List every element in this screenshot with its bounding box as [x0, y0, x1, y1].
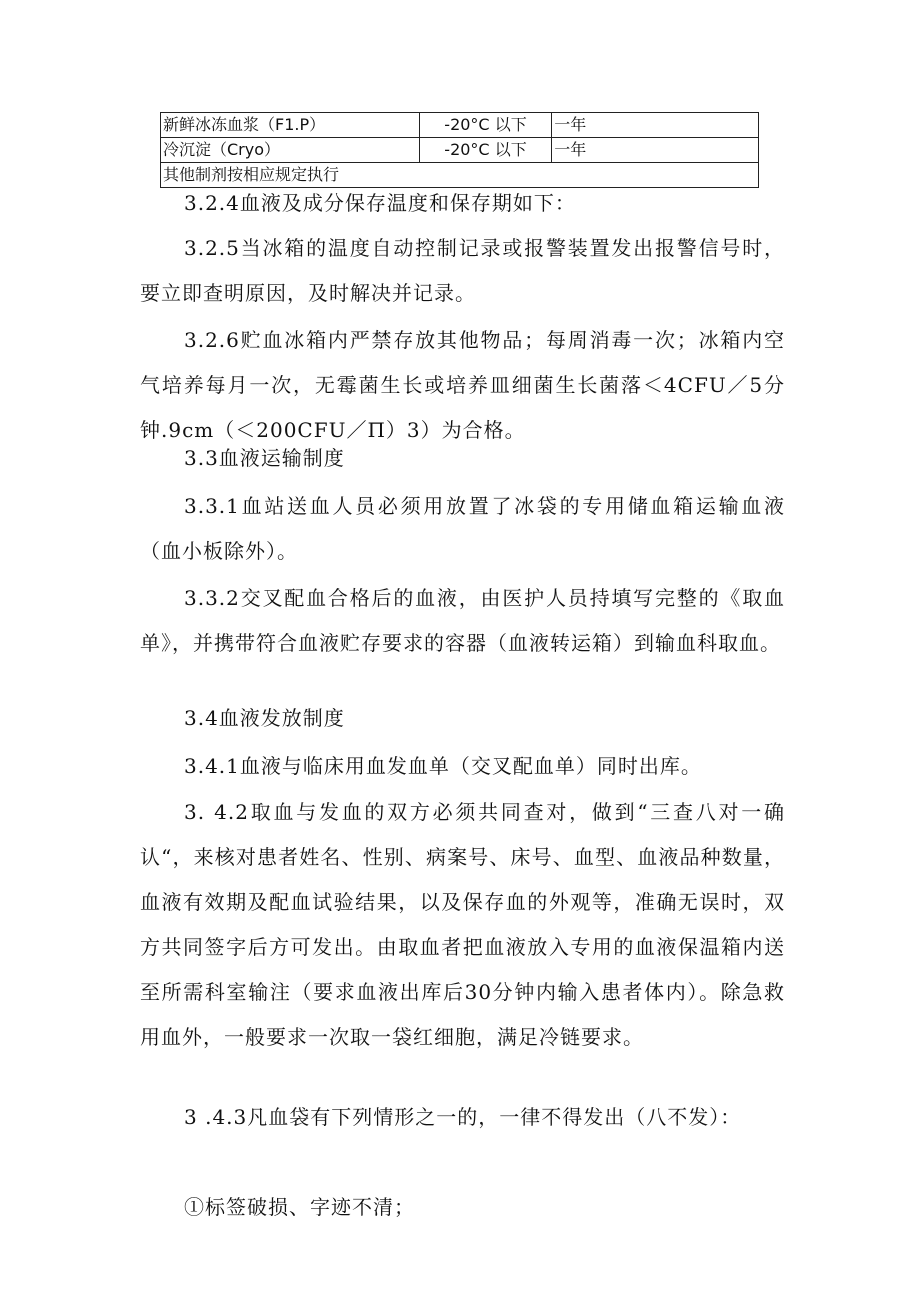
paragraph-3-3-1: 3.3.1血站送血人员必须用放置了冰袋的专用储血箱运输血液（血小板除外）。 [140, 494, 785, 563]
paragraph-3-4-2: 3. 4.2取血与发血的双方必须共同查对，做到“三查八对一确认“，来核对患者姓名、性别、病案号、床号、血型、血液品种数量，血液有效期及配血试验结果，以及保存血的外观等，准确无误时，双方共同签字后方可发出。由取血者把血液放入专用的血液保温箱内送至所需科室输注（要求血液出库后30分钟内输入患者体内）。除急救用血外，一般要求一次取一袋红细胞，满足冷链要求。 [140, 800, 785, 1049]
paragraph-3-2-4: 3.2.4血液及成分保存温度和保存期如下： [184, 191, 576, 215]
heading-3-3: 3.3血液运输制度 [184, 446, 345, 470]
storage-temp-cell: -20°C 以下 [419, 113, 551, 138]
storage-period-cell: 一年 [552, 138, 759, 163]
table-footer-cell: 其他制剂按相应规定执行 [161, 163, 759, 188]
storage-period-cell: 一年 [552, 113, 759, 138]
paragraph-3-4-1: 3.4.1血液与临床用血发血单（交叉配血单）同时出库。 [184, 754, 702, 778]
product-name-cell: 冷沉淀（Cryo） [161, 138, 420, 163]
blood-storage-table [160, 112, 759, 188]
table-row [161, 138, 759, 163]
paragraph-3-2-5: 3.2.5当冰箱的温度自动控制记录或报警装置发出报警信号时，要立即查明原因，及时解决并记录。 [140, 236, 785, 305]
storage-temp-cell: -20°C 以下 [419, 138, 551, 163]
table-row [161, 113, 759, 138]
product-name-cell: 新鲜冰冻血浆（F1.P） [161, 113, 420, 138]
paragraph-3-4-3: 3 .4.3凡血袋有下列情形之一的，一律不得发出（八不发）： [184, 1105, 742, 1129]
paragraph-3-3-2: 3.3.2交叉配血合格后的血液，由医护人员持填写完整的《取血单》，并携带符合血液贮存要求的容器（血液转运箱）到输血科取血。 [140, 586, 785, 655]
paragraph-3-2-6: 3.2.6贮血冰箱内严禁存放其他物品；每周消毒一次；冰箱内空气培养每月一次，无霉菌生长或培养皿细菌生长菌落＜4CFU／5分钟.9cm（＜200CFU／Π）3）为合格。 [140, 328, 785, 442]
list-item-1: ①标签破损、字迹不清； [184, 1195, 415, 1219]
heading-3-4: 3.4血液发放制度 [184, 706, 345, 730]
table-row [161, 163, 759, 188]
